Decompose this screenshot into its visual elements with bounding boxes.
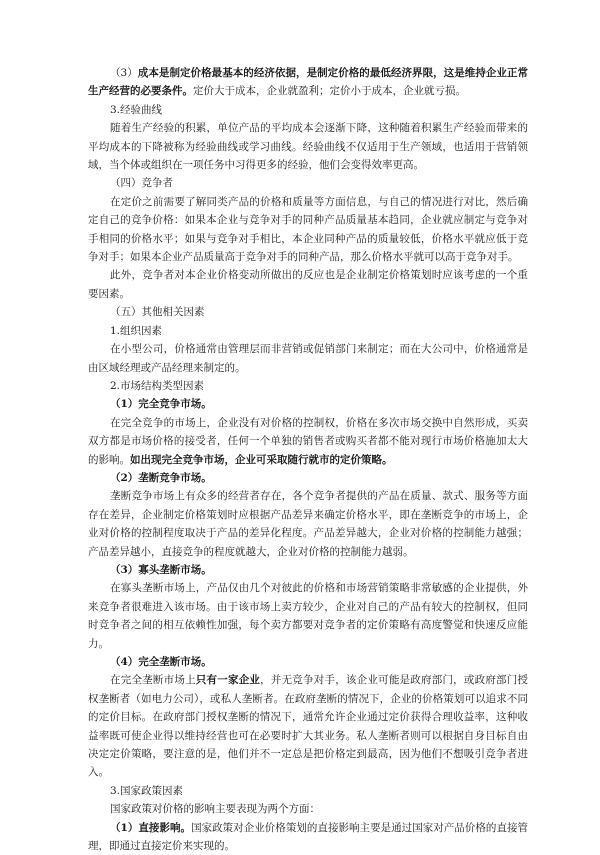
heading-organization: 1.组织因素 (110, 324, 163, 337)
heading-competitors: （四）竞争者 (110, 177, 173, 190)
paragraph-lead: （3） (110, 67, 138, 79)
paragraph-text: 国家政策对企业价格策划的直接影响主要是通过国家对产品价格的直接管理，即通过直接定价来实现的。 (88, 821, 529, 853)
heading-oligopoly: （3）寡头垄断市场。 (110, 563, 212, 576)
paragraph-organization: 在小型公司，价格通常由管理层而非营销或促销部门来制定；而在大公司中，价格通常是由区域经理或产品经理来制定的。 (88, 343, 528, 374)
document-page (88, 64, 528, 855)
paragraph-perfect-competition (88, 414, 528, 469)
paragraph-monopolistic-competition: 垄断竞争市场上有众多的经营者存在，各个竞争者提供的产品在质量、款式、服务等方面存在差异，企业制定价格策划时应根据产品差异来确定价格水平，即在垄断竞争的市场上，企业对价格的控制程度取决于产品的差异化程度。产品差异越大，企业对价格的控制能力越强；产品差异越小，直接竞争的程度就越大，企业对价格的控制能力越弱。 (88, 490, 528, 558)
heading-perfect-competition: （1）完全竞争市场。 (110, 398, 212, 411)
paragraph-text: 定价大于成本，企业就盈利；定价小于成本，企业就亏损。 (193, 85, 466, 98)
paragraph-oligopoly: 在寡头垄断市场上，产品仅由几个对彼此的价格和市场营销策略非常敏感的企业提供，外来竞争者很难进入该市场。由于该市场上卖方较少，企业对自己的产品有较大的控制权，但同时竞争者之间的相互依赖性加强，每个卖方都要对竞争者的定价策略有高度警觉和快速反应能力。 (88, 582, 528, 650)
paragraph-cost-basis (88, 64, 528, 101)
heading-monopolistic-competition: （2）垄断竞争市场。 (110, 471, 212, 484)
paragraph-competitor-pricing: 在定价之前需要了解同类产品的价格和质量等方面信息，与自己的情况进行对比，然后确定自己的竞争价格：如果本企业与竞争对手的同种产品质量基本趋同，企业就应制定与竞争对手相同的价格水平；如果与竞争对手相比，本企业同种产品的质量较低，价格水平就应低于竞争对手；如果本企业产品质量高于竞争对手的同种产品，那么价格水平就可以高于竞争对手。 (88, 195, 528, 264)
paragraph-text: 在完全竞争的市场上，企业没有对价格的控制权，价格在多次市场交换中自然形成，买卖双方都是市场价格的接受者，任何一个单独的销售者或购买者都不能对现行市场价格施加太大的影响。 (88, 416, 528, 466)
paragraph-pure-monopoly (88, 671, 528, 781)
paragraph-direct-influence (88, 819, 528, 855)
heading-pure-monopoly: （4）完全垄断市场。 (110, 656, 212, 668)
bold-text: 如出现完全竞争市场，企业可采取随行就市的定价策略。 (130, 453, 393, 466)
heading-market-structure: 2.市场结构类型因素 (110, 379, 205, 392)
heading-learning-curve: 3.经验曲线 (110, 103, 163, 116)
paragraph-learning-curve: 随着生产经验的积累，单位产品的平均成本会逐渐下降，这种随着积累生产经验而带来的平均成本的下降被称为经验曲线或学习曲线。经验曲线不仅适用于生产领域，也适用于营销领域，当个体或组织在一项任务中习得更多的经验，他们会变得效率更高。 (88, 122, 528, 172)
heading-other-factors: （五）其他相关因素 (110, 306, 205, 319)
bold-text: 只有一家企业 (195, 674, 261, 687)
paragraph-policy-intro: 国家政策对价格的影响主要表现为两个方面： (110, 803, 320, 816)
bold-text: （1）直接影响。 (110, 821, 192, 834)
paragraph-competitor-reaction: 此外，竞争者对本企业价格变动所做出的反应也是企业制定价格策划时应该考虑的一个重要因素。 (88, 269, 528, 300)
paragraph-text: ，并无竞争对手，该企业可能是政府部门，或政府部门授权垄断者（如电力公司），或私人垄断者。在政府垄断的情况下，企业的价格策划可以追求不同的定价目标。在政府部门授权垄断的情况下，通常允许企业通过定价获得合理收益率，这种收益率既可使企业得以维持经营也可在必要时扩大其业务。私人垄断者则可以根据自身目标自由决定定价策略，要注意的是，他们并不一定总是把价格定到最高，因为他们不想吸引竞争者进入。 (88, 674, 529, 779)
paragraph-text: 在完全垄断市场上 (110, 674, 196, 687)
heading-national-policy: 3.国家政策因素 (110, 784, 184, 797)
bold-text: 成本是制定价格最基本的经济依据，是制定价格的最低经济界限，这是维持企业正常生产经营的必要条件。 (88, 67, 528, 98)
